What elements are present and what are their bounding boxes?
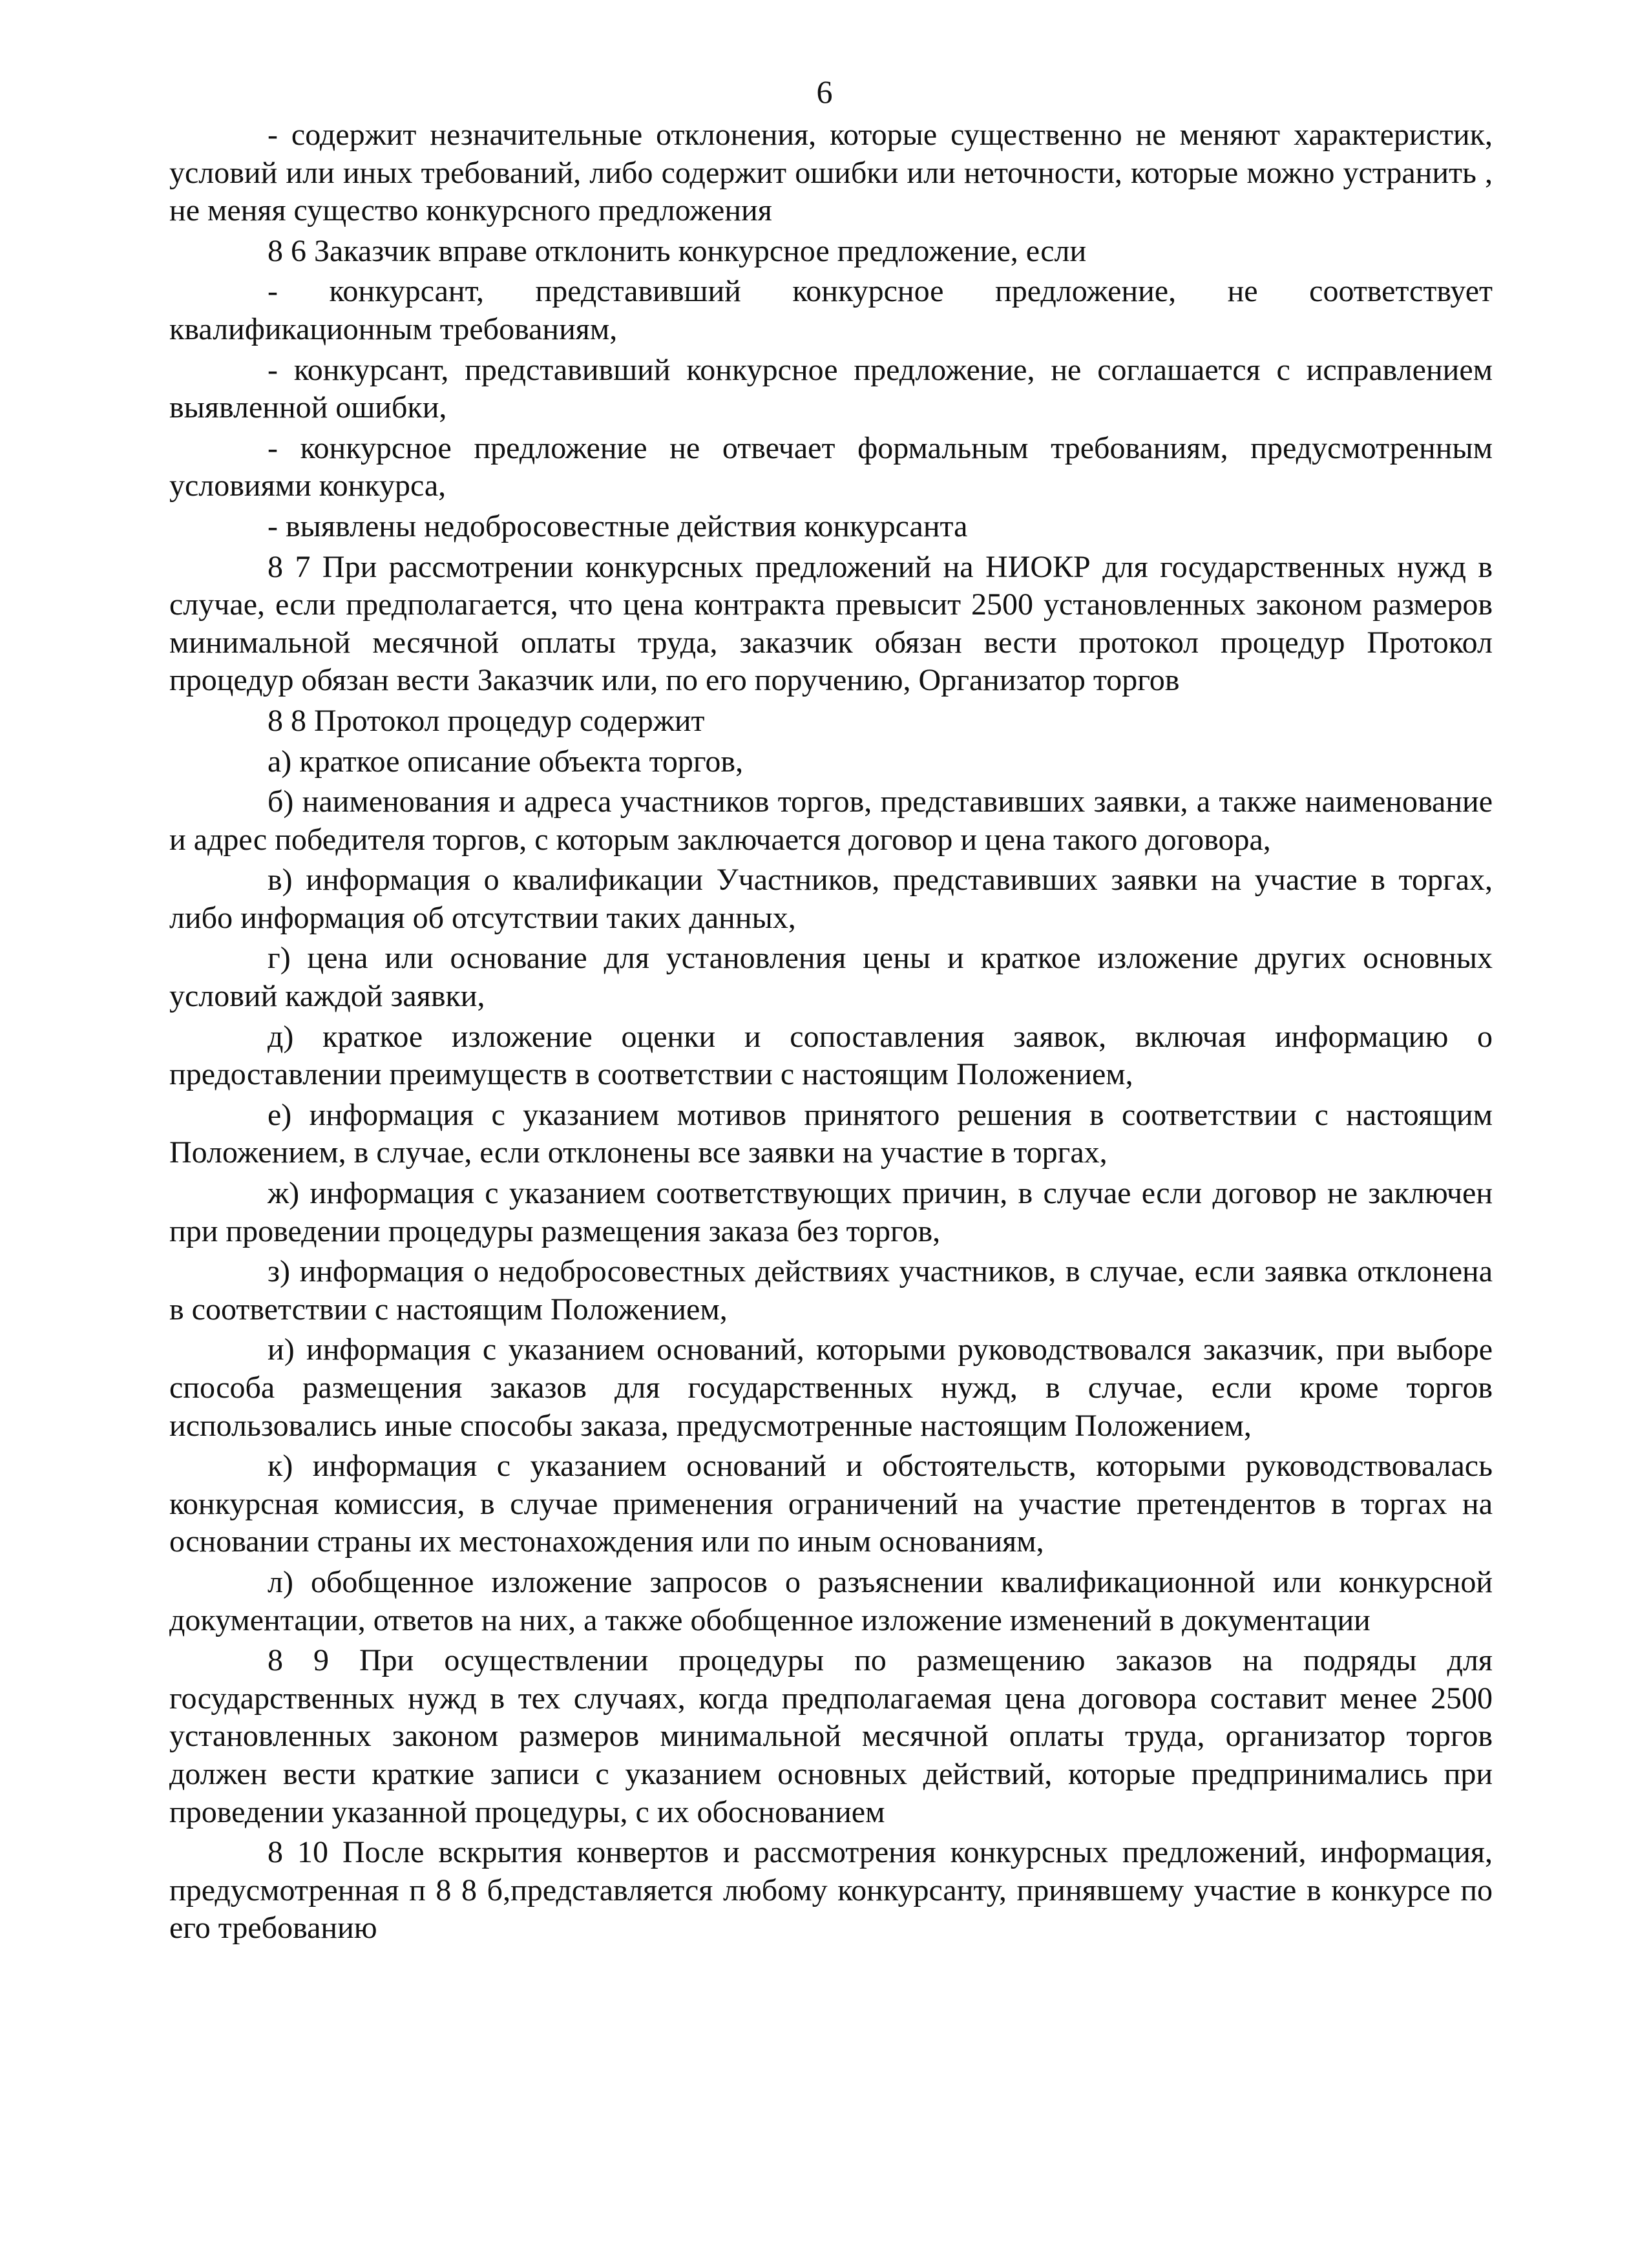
list-item-d: д) краткое изложение оценки и сопоставления заявок, включая информацию о предоставлении преимуществ в соответствии с настоящим Положением, (169, 1019, 1493, 1092)
paragraph-8-9: 8 9 При осуществлении процедуры по размещению заказов на подряды для государственных нужд в тех случаях, когда предполагаемая цена договора составит менее 2500 установленных законом размеров минимальной месячной оплаты труда, организатор торгов должен вести краткие записи с указанием основных действий, которые предпринимались при проведении указанной процедуры, с их обоснованием (169, 1643, 1493, 1829)
list-item-l: л) обобщенное изложение запросов о разъяснении квалификационной или конкурсной документации, ответов на них, а также обобщенное изложение изменений в документации (169, 1564, 1493, 1637)
list-item-e: е) информация с указанием мотивов принятого решения в соответствии с настоящим Положением, в случае, если отклонены все заявки на участие в торгах, (169, 1097, 1493, 1170)
paragraph-qualification: - конкурсант, представивший конкурсное предложение, не соответствует квалификационным требованиям, (169, 274, 1493, 346)
list-item-zh: ж) информация с указанием соответствующих причин, в случае если договор не заключен при проведении процедуры размещения заказа без торгов, (169, 1176, 1493, 1248)
document-body (169, 116, 1493, 1948)
paragraph-8-10: 8 10 После вскрытия конвертов и рассмотрения конкурсных предложений, информация, предусмотренная п 8 8 б,представляется любому конкурсанту, принявшему участие в конкурсе по его требованию (169, 1835, 1493, 1946)
list-item-z: з) информация о недобросовестных действиях участников, в случае, если заявка отклонена в соответствии с настоящим Положением, (169, 1254, 1493, 1327)
paragraph-deviations: - содержит незначительные отклонения, которые существенно не меняют характеристик, условий или иных требований, либо содержит ошибки или неточности, которые можно устранить , не меняя существо конкурсного предложения (169, 118, 1493, 228)
paragraph-8-7: 8 7 При рассмотрении конкурсных предложений на НИОКР для государственных нужд в случае, если предполагается, что цена контракта превысит 2500 установленных законом размеров минимальной месячной оплаты труда, заказчик обязан вести протокол процедур Протокол процедур обязан вести Заказчик или, по его поручению, Организатор торгов (169, 549, 1493, 698)
list-item-k: к) информация с указанием оснований и обстоятельств, которыми руководствовалась конкурсная комиссия, в случае применения ограничений на участие претендентов в торгах на основании страны их местонахождения или по иным основаниям, (169, 1449, 1493, 1559)
list-item-i: и) информация с указанием оснований, которыми руководствовался заказчик, при выборе способа размещения заказов для государственных нужд, в случае, если кроме торгов использовались иные способы заказа, предусмотренные настоящим Положением, (169, 1332, 1493, 1443)
paragraph-dishonest-actions: - выявлены недобросовестные действия конкурсанта (268, 509, 968, 543)
list-item-g: г) цена или основание для установления цены и краткое изложение других основных условий каждой заявки, (169, 941, 1493, 1014)
page-number: 6 (816, 74, 833, 110)
list-item-a: а) краткое описание объекта торгов, (268, 744, 744, 779)
list-item-b: б) наименования и адреса участников торгов, представивших заявки, а также наименование и адрес победителя торгов, с которым заключается договор и цена такого договора, (169, 784, 1493, 857)
paragraph-correction: - конкурсант, представивший конкурсное предложение, не соглашается с исправлением выявленной ошибки, (169, 352, 1493, 425)
paragraph-formal-requirements: - конкурсное предложение не отвечает формальным требованиям, предусмотренным условиями конкурса, (169, 430, 1493, 503)
paragraph-8-6: 8 6 Заказчик вправе отклонить конкурсное предложение, если (268, 233, 1087, 268)
paragraph-8-8: 8 8 Протокол процедур содержит (268, 703, 705, 738)
list-item-v: в) информация о квалификации Участников, представивших заявки на участие в торгах, либо информация об отсутствии таких данных, (169, 863, 1493, 935)
